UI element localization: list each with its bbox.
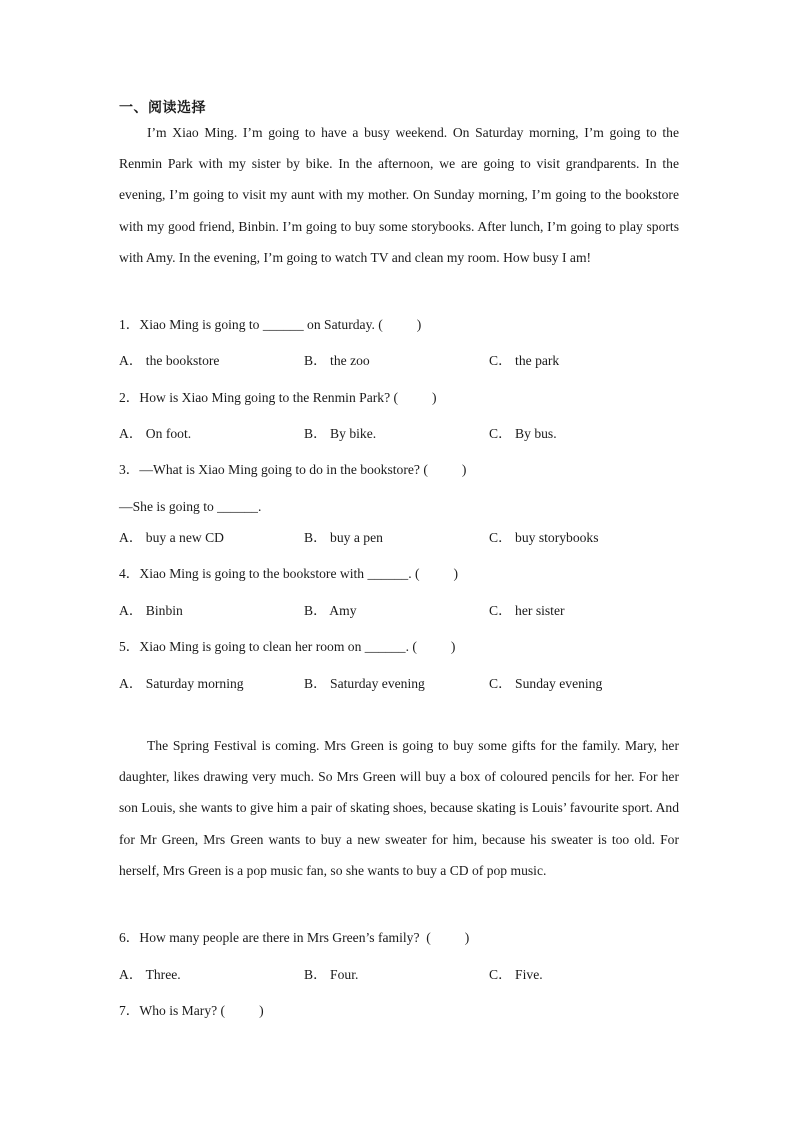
question-5: 5．Xiao Ming is going to clean her room on ______. ( ) [119,639,456,654]
question-3: 3．—What is Xiao Ming going to do in the bookstore? ( ) [119,462,467,477]
question-3-answer-line: —She is going to ______. [119,499,262,514]
question-3-option-b[interactable]: B． buy a pen [304,530,383,545]
question-2-option-b[interactable]: B． By bike. [304,426,377,441]
reading-passage-1: I’m Xiao Ming. I’m going to have a busy weekend. On Saturday morning, I’m going to the Renmin Park with my sister by bike. In the afternoon, we are going to visit grandparents. In the evening, I’m going to visit my aunt with my mother. On Sunday morning, I’m going to the bookstore with my good friend, Binbin. I’m going to buy some storybooks. After lunch, I’m going to play sports with Amy. In the evening, I’m going to watch TV and clean my room. How busy I am! [119,125,679,265]
question-5-option-a[interactable]: A． Saturday morning [119,676,244,691]
question-1-option-b[interactable]: B． the zoo [304,353,370,368]
question-6-option-b[interactable]: B． Four. [304,967,359,982]
question-2-option-a[interactable]: A． On foot. [119,426,192,441]
question-7: 7．Who is Mary? ( ) [119,1003,264,1018]
section-title: 一、阅读选择 [119,100,206,116]
question-2: 2．How is Xiao Ming going to the Renmin Park? ( ) [119,390,437,405]
question-5-option-c[interactable]: C． Sunday evening [489,676,603,691]
question-6-option-a[interactable]: A． Three. [119,967,181,982]
question-4-option-b[interactable]: B． Amy [304,603,357,618]
question-1-option-a[interactable]: A． the bookstore [119,353,220,368]
question-5-option-b[interactable]: B． Saturday evening [304,676,425,691]
question-3-option-c[interactable]: C． buy storybooks [489,530,599,545]
reading-passage-2: The Spring Festival is coming. Mrs Green is going to buy some gifts for the family. Mary, her daughter, likes drawing very much. So Mrs Green will buy a box of coloured pencils for her. For her son Louis, she wants to give him a pair of skating shoes, because skating is Louis’ favourite sport. And for Mr Green, Mrs Green wants to buy a new sweater for him, because his sweater is too old. For herself, Mrs Green is a pop music fan, so she wants to buy a CD of pop music. [119,738,679,878]
question-2-option-c[interactable]: C． By bus. [489,426,557,441]
question-1: 1．Xiao Ming is going to ______ on Saturday. ( ) [119,317,422,332]
question-6-option-c[interactable]: C． Five. [489,967,543,982]
question-4-option-a[interactable]: A． Binbin [119,603,183,618]
question-4-option-c[interactable]: C． her sister [489,603,565,618]
question-3-option-a[interactable]: A． buy a new CD [119,530,224,545]
question-6: 6．How many people are there in Mrs Green’s family? ( ) [119,930,470,945]
question-1-option-c[interactable]: C． the park [489,353,560,368]
question-4: 4．Xiao Ming is going to the bookstore with ______. ( ) [119,566,459,581]
